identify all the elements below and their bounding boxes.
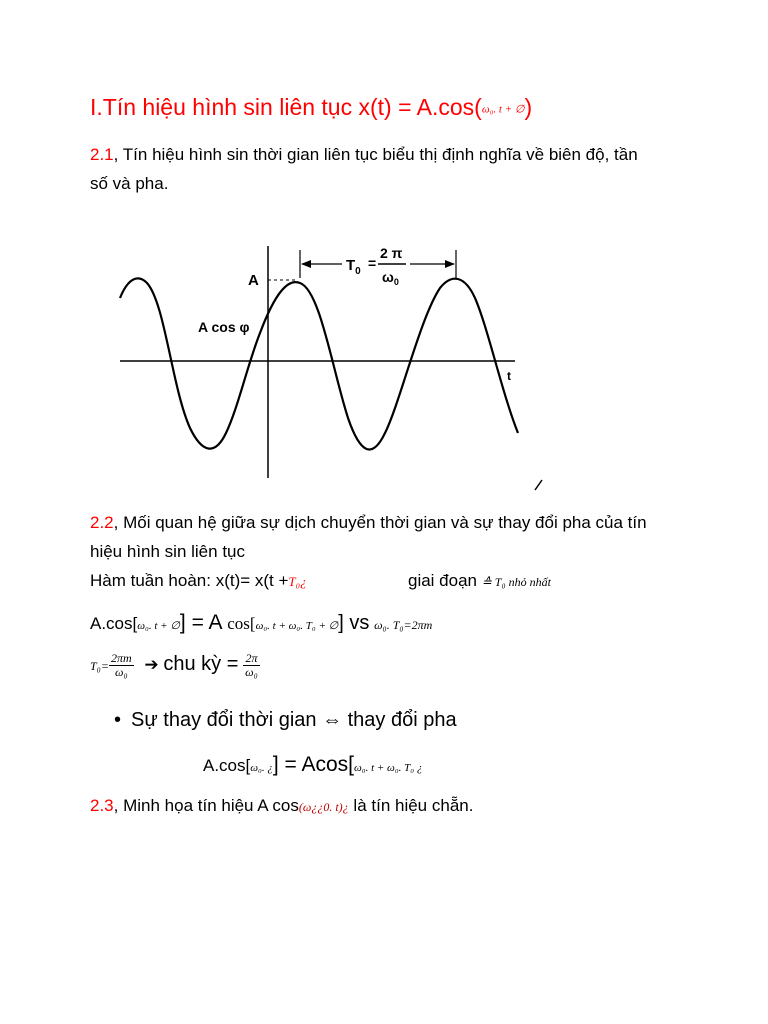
- periodic-function-formula: T₀¿: [288, 574, 307, 589]
- eq-part: ] = Acos[: [272, 753, 354, 776]
- periodic-function-line: [90, 571, 307, 591]
- section-text: , Tín hiệu hình sin thời gian liên tục biểu thị định nghĩa về biên độ, tần: [113, 145, 638, 164]
- stray-mark: [535, 480, 542, 490]
- period-label-T: $T_0$: [346, 257, 361, 277]
- eq-part: ] vs: [338, 612, 370, 634]
- eq-part: cos[: [227, 614, 256, 633]
- arrowhead-left: [301, 260, 311, 268]
- implies-arrow: ➔: [144, 654, 159, 674]
- eq-part: A.cos[: [90, 614, 138, 633]
- period-equals: =: [368, 255, 377, 271]
- page-title: [90, 94, 532, 121]
- period-lhs: T₀=: [90, 658, 109, 673]
- eq-formula: ω₀. t + ω₀. T₀ ¿: [353, 762, 423, 774]
- periodic-function-text: Hàm tuần hoàn: x(t)= x(t +: [90, 571, 289, 590]
- bullet-mark: •: [114, 709, 122, 731]
- period-text: chu kỳ =: [163, 652, 239, 675]
- eq-part: A.cos[: [203, 756, 251, 775]
- section-2-2: [90, 508, 647, 566]
- eq-formula: ω₀. ¿: [250, 762, 273, 774]
- arrowhead-right: [445, 260, 455, 268]
- page-title-text: I.Tín hiệu hình sin liên tục x(t) = A.cos(: [90, 94, 482, 120]
- section-text-end: là tín hiệu chẵn.: [353, 796, 474, 815]
- section-formula: (ω¿¿0. t)¿: [298, 800, 349, 814]
- sine-wave-curve: [120, 278, 518, 449]
- period-equation: [90, 652, 260, 679]
- section-2-1: [90, 140, 638, 198]
- period-numerator: 2 π: [380, 245, 403, 261]
- section-text-line2: số và pha.: [90, 174, 169, 193]
- section-number: 2.2: [90, 513, 114, 532]
- section-text: , Mối quan hệ giữa sự dịch chuyển thời gian và sự thay đổi pha của tín: [113, 513, 647, 532]
- label-t: t: [507, 369, 511, 383]
- eq-formula: ω₀. T₀=2πm: [374, 618, 433, 632]
- section-number: 2.1: [90, 145, 114, 164]
- time-shift-equation: [203, 753, 422, 777]
- page-title-formula: ω₀. t + ∅: [481, 103, 525, 116]
- section-2-3: [90, 796, 473, 816]
- label-A-cos-phi: A cos φ: [198, 319, 250, 335]
- section-text-line2: hiệu hình sin liên tục: [90, 542, 245, 561]
- fraction-denominator: ω₀: [114, 665, 128, 679]
- fraction-denominator: ω₀: [245, 665, 258, 679]
- period-fraction: [109, 652, 134, 679]
- eq-part: ] = A: [179, 611, 223, 634]
- bullet-text: Sự thay đổi thời gian ⇔ thay đổi pha: [131, 709, 457, 731]
- eq-formula: ω₀. t + ω₀. T₀ + ∅: [255, 620, 339, 632]
- eq-formula: ω₀. t + ∅: [137, 620, 180, 632]
- label-A: A: [248, 272, 259, 289]
- period-note-text: giai đoạn: [408, 571, 478, 590]
- period-note: [408, 571, 551, 591]
- fraction-numerator: 2πm: [110, 651, 132, 665]
- phase-shift-equation: [90, 611, 432, 635]
- page-title-close: ): [524, 94, 533, 120]
- section-text: , Minh họa tín hiệu A cos: [113, 796, 299, 815]
- sine-wave-figure: [110, 228, 550, 500]
- bullet-item: [114, 709, 457, 732]
- period-note-formula: ≙ T₀ nhỏ nhất: [481, 575, 551, 589]
- fraction-numerator: 2π: [243, 652, 260, 666]
- section-number: 2.3: [90, 796, 114, 815]
- period-denominator: $\omega_0$: [382, 269, 399, 287]
- period-fraction-2: [243, 652, 260, 679]
